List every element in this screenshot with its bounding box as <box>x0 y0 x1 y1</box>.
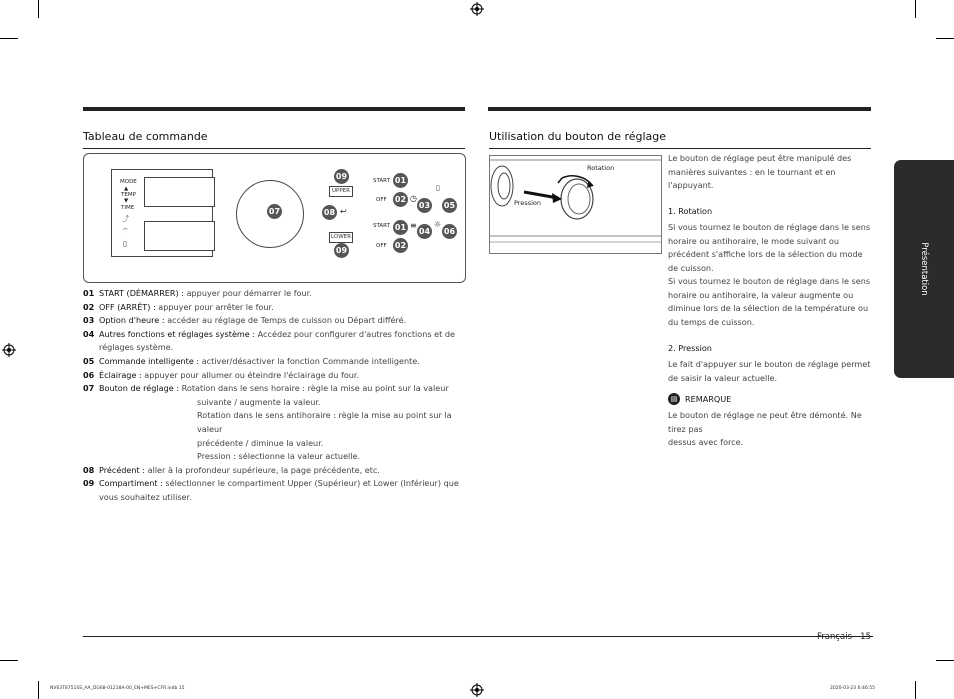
list-item: 07 Bouton de réglage : Rotation dans le sens horaire : règle la mise au point sur la valeur suivante / augmente la valeur. Rotation dans le sens antihoraire : règle la mise au point sur la valeur précédente / diminue la valeur. Pression : sélectionne la valeur actuelle. <box>83 383 452 462</box>
list-item: 03 Option d'heure : accéder au réglage de Temps de cuisson ou Départ différé. <box>83 315 407 326</box>
up-arrow-icon: ▲ <box>124 186 129 192</box>
back-arrow-icon: ↩ <box>340 207 347 216</box>
upper-display <box>144 177 215 207</box>
right-section-title: Utilisation du bouton de réglage <box>489 130 667 143</box>
time-label: TIME <box>121 205 135 211</box>
lower-button[interactable]: LOWER <box>329 232 353 243</box>
side-tab-label: Présentation <box>919 242 929 296</box>
timer-icon: ◷ <box>410 194 417 203</box>
footer-language: Français <box>817 632 853 642</box>
badge-02-upper: 02 <box>393 192 408 207</box>
wifi-icon: ⌔ <box>122 227 129 235</box>
lower-display <box>144 221 215 251</box>
badge-09-bottom: 09 <box>334 243 349 258</box>
rotation-label: Rotation <box>587 164 615 172</box>
control-panel-legend <box>83 287 468 505</box>
page-footer <box>817 632 871 642</box>
crop-mark <box>936 38 954 39</box>
right-header-bar <box>488 107 871 111</box>
badge-05: 05 <box>442 198 457 213</box>
left-header-bar <box>83 107 465 111</box>
left-section-title: Tableau de commande <box>83 130 208 143</box>
note-heading: REMARQUE <box>685 394 732 404</box>
press-text: Le fait d'appuyer sur le bouton de réglage permet de saisir la valeur actuelle. <box>668 359 871 383</box>
badge-01-lower: 01 <box>393 220 408 235</box>
knob-usage-figure <box>489 155 662 254</box>
section-side-tab <box>894 160 954 378</box>
rotation-heading: 1. Rotation <box>668 206 713 216</box>
light-icon: ☼ <box>434 220 442 229</box>
smart-control-icon: ⤴ <box>122 215 129 223</box>
crop-mark <box>38 0 39 18</box>
temp-label: TEMP <box>121 192 136 198</box>
note-text: Le bouton de réglage ne peut être démonté. Ne tirez pas <box>668 410 862 434</box>
badge-07: 07 <box>267 204 282 219</box>
badge-08: 08 <box>322 205 337 220</box>
list-item: 09 Compartiment : sélectionner le compartiment Upper (Supérieur) et Lower (Inférieur) que vous souhaitez utiliser. <box>83 478 459 502</box>
lock-icon: ▯ <box>123 240 127 248</box>
crop-mark <box>936 660 954 661</box>
crop-mark <box>915 0 916 18</box>
note-text-2: dessus avec force. <box>668 437 744 447</box>
list-item: 02 OFF (ARRÊT) : appuyer pour arrêter le four. <box>83 301 274 312</box>
off-label-lower: OFF <box>376 243 387 249</box>
print-slug-right: 2020-03-23 6:46:55 <box>830 686 875 691</box>
smart-control-indicator-icon: ▯ <box>436 184 440 192</box>
press-heading: 2. Pression <box>668 343 712 353</box>
menu-icon: ≡ <box>410 221 417 230</box>
list-item: 01 START (DÉMARRER) : appuyer pour démarrer le four. <box>83 288 312 298</box>
print-slug-left: NV63T8751SS_AA_DG68-01218A-00_EN+MES+CFR.indb 15 <box>50 686 185 691</box>
note-icon: ▤ <box>668 393 680 405</box>
badge-03: 03 <box>417 198 432 213</box>
list-item: 04 Autres fonctions et réglages système : Accédez pour configurer d'autres fonctions et de réglages système. <box>83 328 455 353</box>
rotation-text: Si vous tournez le bouton de réglage dans le sens horaire ou antihoraire, le mode suivant ou précédent s'affiche lors de la sélection du mode de cuisson. <box>668 222 871 273</box>
upper-button[interactable]: UPPER <box>329 186 353 197</box>
crop-mark <box>915 681 916 699</box>
badge-02-lower: 02 <box>393 238 408 253</box>
crop-mark <box>0 660 18 661</box>
crop-mark <box>0 38 18 39</box>
press-label: Pression <box>514 199 542 207</box>
list-item: 08 Précédent : aller à la profondeur supérieure, la page précédente, etc. <box>83 464 380 475</box>
mode-label: MODE <box>120 179 137 185</box>
down-arrow-icon: ▼ <box>124 198 129 204</box>
crop-mark <box>38 681 39 699</box>
start-label-upper: START <box>373 178 390 184</box>
registration-mark-icon <box>470 2 484 16</box>
control-panel-illustration <box>83 153 466 283</box>
registration-mark-icon <box>2 343 16 357</box>
badge-06: 06 <box>442 224 457 239</box>
badge-09-top: 09 <box>334 169 349 184</box>
list-item: 05 Commande intelligente : activer/désactiver la fonction Commande intelligente. <box>83 355 420 366</box>
off-label-upper: OFF <box>376 197 387 203</box>
badge-04: 04 <box>417 224 432 239</box>
page-number: 15 <box>860 632 871 642</box>
footer-rule <box>83 636 873 637</box>
left-title-rule <box>83 148 465 149</box>
knob-intro-text: Le bouton de réglage peut être manipulé des manières suivantes : en le tournant et en l'appuyant. <box>668 153 852 191</box>
list-item: 06 Éclairage : appuyer pour allumer ou éteindre l'éclairage du four. <box>83 369 360 380</box>
rotation-text-2: Si vous tournez le bouton de réglage dans le sens horaire ou antihoraire, la valeur augmente ou diminue lors de la sélection de la température ou du temps de cuisson. <box>668 276 871 327</box>
badge-01-upper: 01 <box>393 173 408 188</box>
right-title-rule <box>489 148 871 149</box>
start-label-lower: START <box>373 223 390 229</box>
registration-mark-icon <box>470 683 484 697</box>
